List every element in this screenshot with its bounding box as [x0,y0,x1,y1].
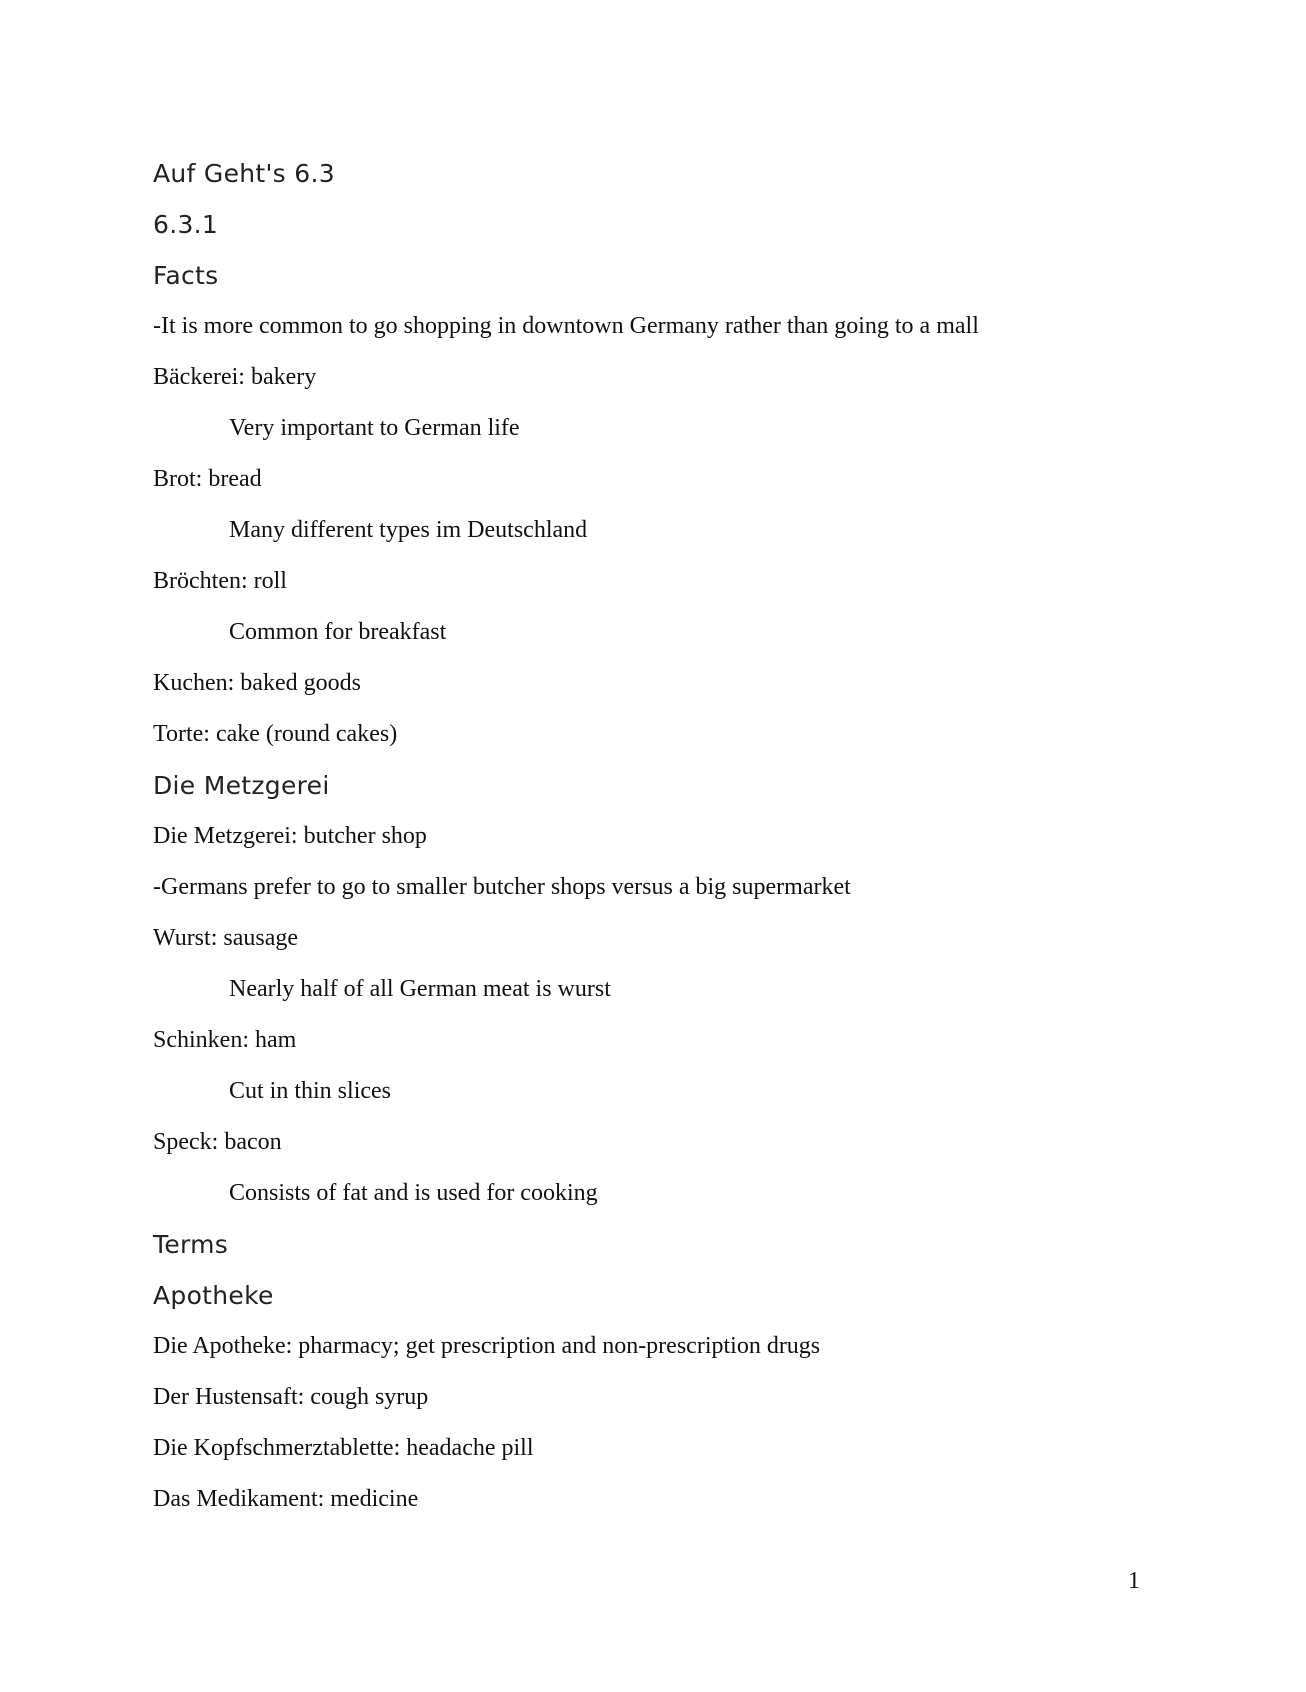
term-entry: Die Metzgerei: butcher shop [153,823,427,849]
document-title: Auf Geht's 6.3 [153,159,335,188]
term-note: Very important to German life [229,415,520,441]
paragraph: -It is more common to go shopping in downtown Germany rather than going to a mall [153,313,979,339]
term-note: Nearly half of all German meat is wurst [229,976,611,1002]
section-heading: Facts [153,261,219,290]
term-entry: Die Kopfschmerztablette: headache pill [153,1435,534,1461]
paragraph: -Germans prefer to go to smaller butcher shops versus a big supermarket [153,874,851,900]
section-heading: 6.3.1 [153,210,219,239]
term-entry: Die Apotheke: pharmacy; get prescription and non-prescription drugs [153,1333,821,1359]
page-number: 1 [1128,1568,1140,1594]
term-entry: Torte: cake (round cakes) [153,721,398,747]
section-heading: Terms [153,1230,229,1259]
term-entry: Schinken: ham [153,1027,297,1053]
term-note: Many different types im Deutschland [229,517,588,543]
term-entry: Bröchten: roll [153,568,287,594]
term-entry: Wurst: sausage [153,925,298,951]
section-heading: Apotheke [153,1281,274,1310]
term-entry: Bäckerei: bakery [153,364,317,390]
term-note: Common for breakfast [229,619,447,645]
term-note: Cut in thin slices [229,1078,391,1104]
term-entry: Brot: bread [153,466,262,492]
document-body [153,148,1153,1525]
section-heading: Die Metzgerei [153,771,330,800]
term-note: Consists of fat and is used for cooking [229,1180,598,1206]
term-entry: Der Hustensaft: cough syrup [153,1384,429,1410]
term-entry: Kuchen: baked goods [153,670,361,696]
term-entry: Das Medikament: medicine [153,1486,419,1512]
term-entry: Speck: bacon [153,1129,282,1155]
